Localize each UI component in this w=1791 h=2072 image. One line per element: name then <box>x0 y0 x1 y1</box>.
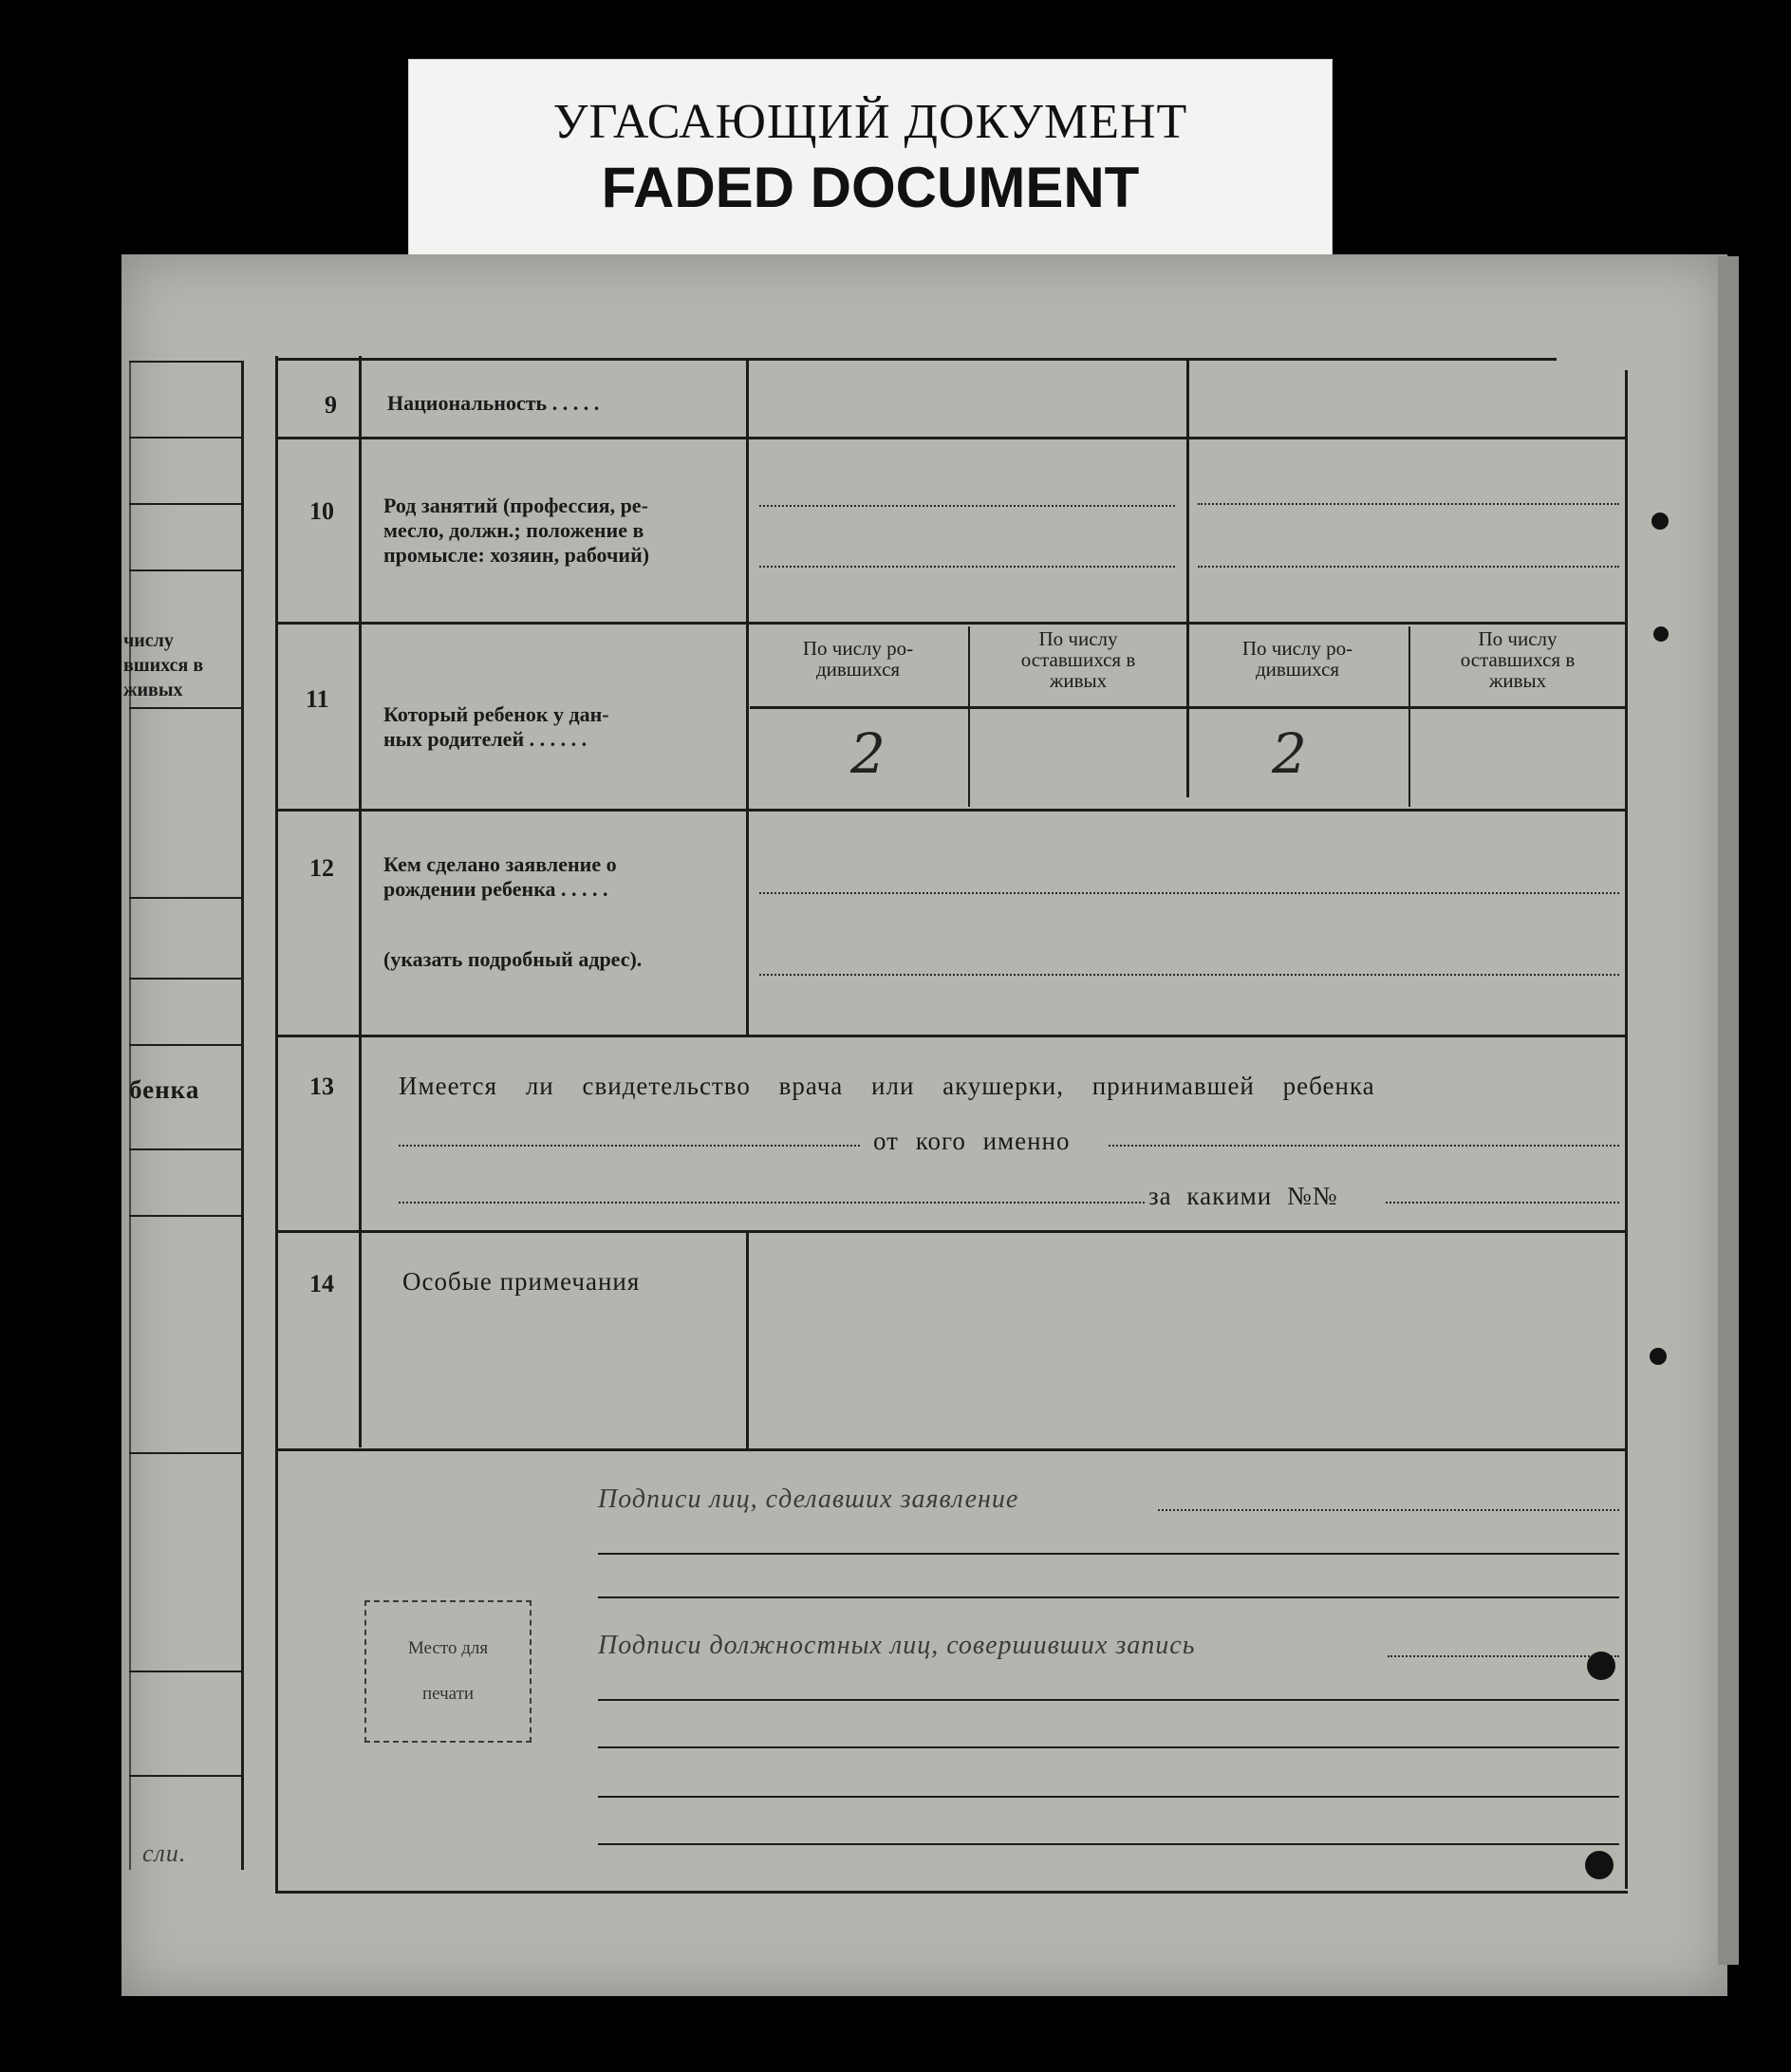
col-header-living <box>1410 628 1625 691</box>
header-line: живых <box>1049 669 1108 692</box>
left-strip-line <box>129 569 241 571</box>
row-divider <box>275 1448 1628 1451</box>
from-whom-fill-line <box>1109 1145 1619 1147</box>
left-strip-line <box>129 1452 241 1454</box>
numbers-fill-line <box>399 1202 1145 1204</box>
from-whom-label: от кого именно <box>873 1127 1071 1155</box>
signature-line <box>598 1746 1619 1748</box>
left-fragment: сли. <box>142 1839 187 1867</box>
signature-line <box>598 1553 1619 1555</box>
left-strip-border <box>241 361 244 1870</box>
left-strip-line <box>129 1671 241 1672</box>
row-number: 14 <box>309 1270 334 1297</box>
left-strip-line <box>129 1215 241 1217</box>
signature-fill-line <box>1158 1509 1619 1511</box>
stamp-label: печати <box>421 1684 475 1704</box>
row-divider <box>275 622 1628 625</box>
left-fragment: вшихся в <box>123 655 204 676</box>
header-line: дившихся <box>1255 658 1340 681</box>
header-line: По числу <box>1038 627 1118 650</box>
row-number: 10 <box>309 497 334 525</box>
col-header-born <box>1188 638 1407 680</box>
signature-line <box>598 1699 1619 1701</box>
label-english: FADED DOCUMENT <box>601 156 1140 219</box>
child-order-label: ных родителей . . . . . . <box>383 727 588 751</box>
left-strip-line <box>129 1775 241 1777</box>
header-line: По числу ро- <box>802 637 914 660</box>
label-column-border <box>746 811 749 1035</box>
handwritten-born-count: 2 <box>1272 721 1307 786</box>
left-strip-line <box>129 897 241 899</box>
signature-line <box>598 1596 1619 1598</box>
frame-right-border <box>1625 370 1628 1889</box>
address-note: (указать подробный адрес). <box>383 947 643 971</box>
row-divider <box>275 1035 1628 1037</box>
header-line: По числу ро- <box>1241 637 1353 660</box>
row-number: 11 <box>306 685 329 713</box>
left-strip-edge <box>129 361 131 1870</box>
numbers-fill-line <box>1386 1202 1619 1204</box>
occupation-label: месло, должн.; положение в <box>383 518 644 542</box>
left-strip-line <box>129 1044 241 1046</box>
row-number: 13 <box>309 1073 334 1100</box>
left-strip-line <box>129 978 241 980</box>
officials-signature-label: Подписи должностных лиц, совершивших запись <box>598 1631 1196 1660</box>
declarant-label: Кем сделано заявление о <box>383 852 617 876</box>
occupation-fill-line <box>1198 566 1619 568</box>
row-number: 12 <box>309 854 334 882</box>
mid-column-divider <box>1186 361 1189 797</box>
certificate-question: Имеется ли свидетельство врача или акушерки, принимавшей ребенка <box>399 1072 1375 1100</box>
signature-line <box>598 1796 1619 1798</box>
left-fragment: числу <box>123 630 174 651</box>
header-line: оставшихся в <box>1020 648 1136 671</box>
binding-mark <box>1653 626 1669 642</box>
declarant-label: рождении ребенка . . . . . <box>383 877 608 901</box>
left-fragment: бенка <box>129 1075 200 1104</box>
frame-bottom-border <box>275 1891 1628 1894</box>
occupation-label: Род занятий (профессия, ре- <box>383 494 648 517</box>
left-strip-line <box>129 361 241 363</box>
row-divider <box>275 1230 1628 1233</box>
row-divider <box>275 809 1628 812</box>
col-header-born <box>750 638 966 680</box>
frame-left-border <box>275 356 278 1894</box>
row-divider <box>275 437 1628 439</box>
faded-document-label <box>408 59 1333 260</box>
left-strip-line <box>129 707 241 709</box>
stamp-placeholder <box>364 1600 532 1743</box>
occupation-fill-line <box>759 505 1175 507</box>
binding-mark <box>1651 513 1669 530</box>
signature-fill-line <box>1388 1655 1619 1657</box>
label-column-border <box>746 1232 749 1448</box>
header-line: оставшихся в <box>1460 648 1576 671</box>
paper-edge <box>1718 256 1739 1965</box>
address-fill-line <box>759 974 1619 976</box>
handwritten-born-count: 2 <box>850 721 886 786</box>
label-russian: УГАСАЮЩИЙ ДОКУМЕНТ <box>552 95 1188 149</box>
nationality-label: Национальность . . . . . <box>387 391 600 415</box>
header-line: дившихся <box>815 658 901 681</box>
stamp-label: Место для <box>407 1638 489 1658</box>
binding-hole <box>1587 1652 1615 1680</box>
declarant-fill-line <box>759 892 1619 894</box>
frame-top-border <box>275 358 1557 361</box>
certificate-fill-line <box>399 1145 860 1147</box>
binding-hole <box>1585 1851 1614 1879</box>
binding-mark <box>1650 1348 1667 1365</box>
header-divider <box>750 706 1625 709</box>
child-order-label: Который ребенок у дан- <box>383 702 609 726</box>
row9-divider <box>746 361 749 437</box>
header-line: По числу <box>1478 627 1558 650</box>
row-number: 9 <box>325 391 337 419</box>
header-line: живых <box>1488 669 1547 692</box>
left-strip-line <box>129 1148 241 1150</box>
numbers-label: за какими №№ <box>1148 1182 1338 1210</box>
special-notes-label: Особые примечания <box>402 1267 641 1296</box>
left-strip-line <box>129 437 241 439</box>
left-fragment: живых <box>123 680 183 700</box>
occupation-fill-line <box>1198 503 1619 505</box>
occupation-fill-line <box>759 566 1175 568</box>
applicants-signature-label: Подписи лиц, сделавших заявление <box>598 1484 1019 1514</box>
left-strip-line <box>129 503 241 505</box>
number-column-border <box>359 356 362 1447</box>
occupation-label: промысле: хозяин, рабочий) <box>383 543 650 567</box>
col-header-living <box>970 628 1186 691</box>
signature-line <box>598 1843 1619 1845</box>
